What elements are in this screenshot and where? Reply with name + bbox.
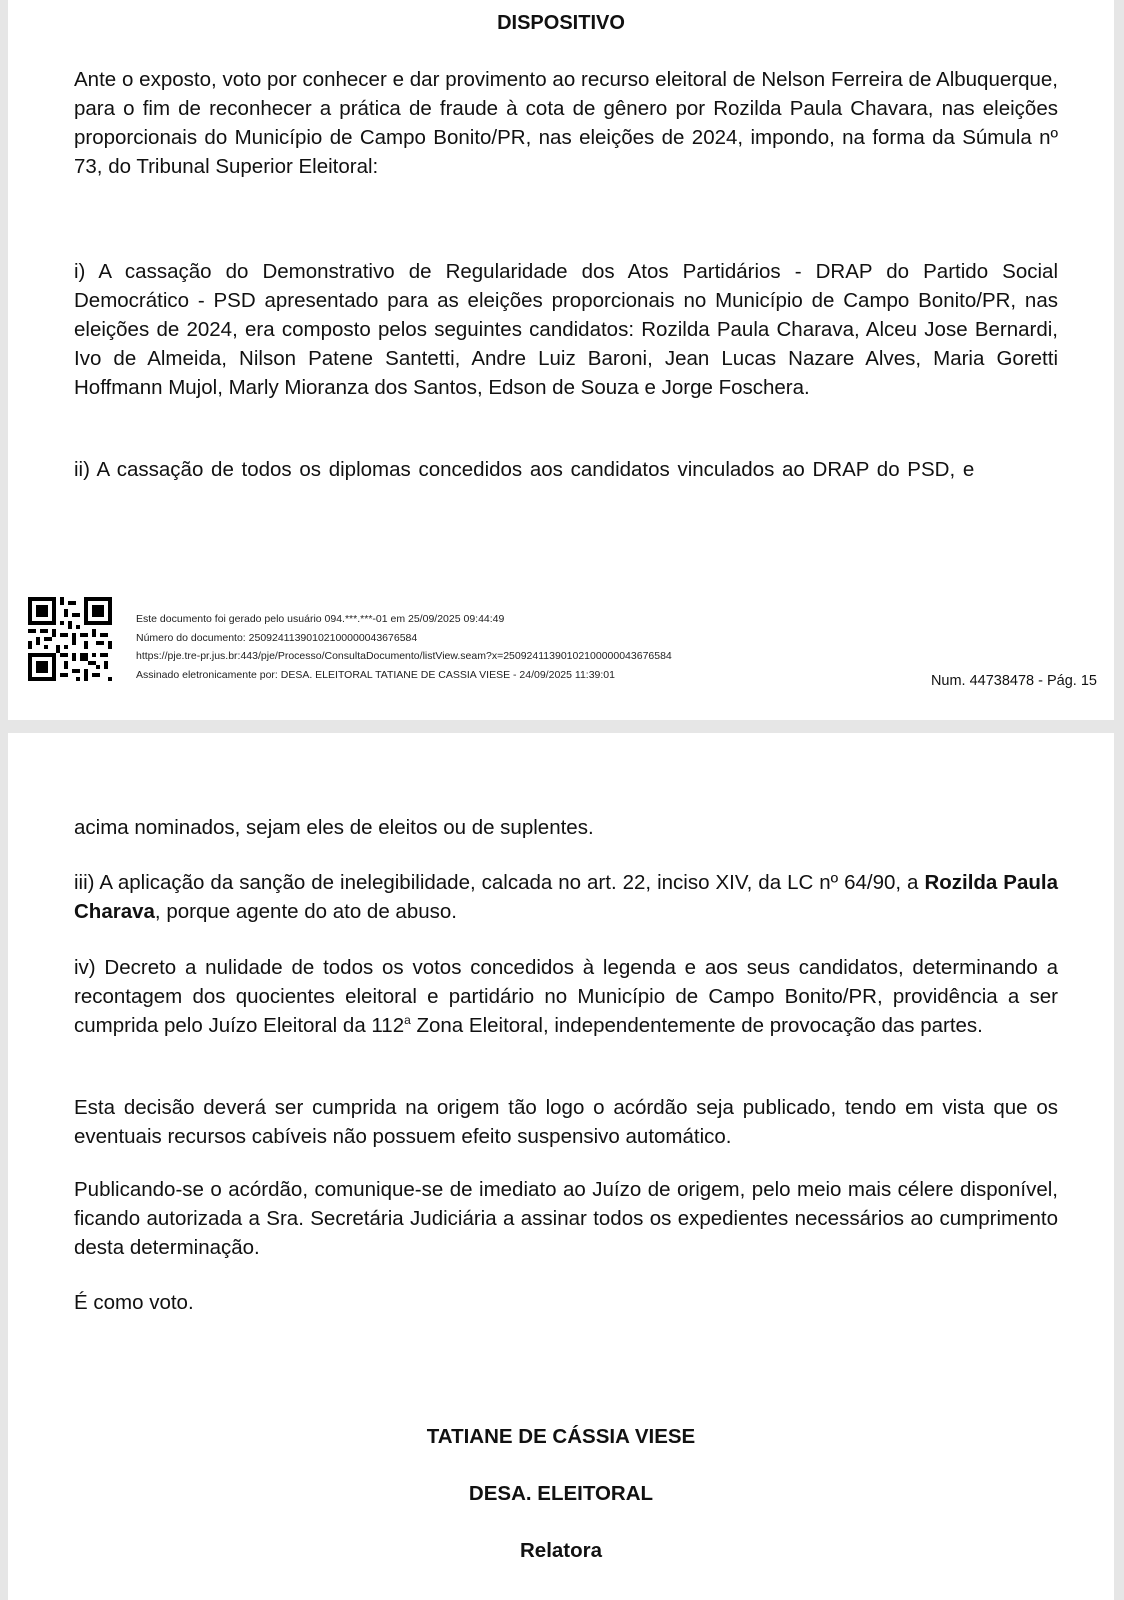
footer-generated-by: Este documento foi gerado pelo usuário 094.***.***-01 em 25/09/2025 09:44:49 xyxy=(136,613,505,625)
section-heading: DISPOSITIVO xyxy=(497,12,625,34)
paragraph-item-i: i) A cassação do Demonstrativo de Regularidade dos Atos Partidários - DRAP do Partido Social Democrático - PSD apresentado para as eleições proporcionais no Município de Campo Bonito/PR, nas eleições de 2024, era composto pelos seguintes candidatos: Rozilda Paula Charava, Alceu Jose Bernardi, Ivo de Almeida, Nilson Patene Santetti, Andre Luiz Baroni, Jean Lucas Nazare Alves, Maria Goretti Hoffmann Mujol, Marly Mioranza dos Santos, Edson de Souza e Jorge Foschera. xyxy=(74,260,1058,399)
footer-document-number: Número do documento: 25092411390102100000043676584 xyxy=(136,631,418,644)
paragraph-vote: É como voto. xyxy=(74,1291,194,1314)
footer-document-link[interactable]: https://pje.tre-pr.jus.br:443/pje/Processo/ConsultaDocumento/listView.seam?x=25092411390102100000043676584 xyxy=(136,650,672,662)
paragraph-continuation: acima nominados, sejam eles de eleitos ou de suplentes. xyxy=(74,816,594,839)
qr-code-icon xyxy=(28,597,112,681)
document-page-15 xyxy=(8,0,1114,720)
item-iii-text-a: iii) A aplicação da sanção de inelegibilidade, calcada no art. 22, inciso XIV, da LC nº 64/90, a xyxy=(74,871,919,894)
item-iv-ordinal: a xyxy=(404,1013,411,1028)
electronic-signature-footer xyxy=(136,610,672,684)
paragraph-decision: Esta decisão deverá ser cumprida na origem tão logo o acórdão seja publicado, tendo em vista que os eventuais recursos cabíveis não possuem efeito suspensivo automático. xyxy=(74,1096,1058,1148)
item-iii-text-b: , porque agente do ato de abuso. xyxy=(154,900,457,923)
document-page-16 xyxy=(8,733,1114,1600)
paragraph-item-iii xyxy=(74,868,1058,926)
paragraph-intro: Ante o exposto, voto por conhecer e dar provimento ao recurso eleitoral de Nelson Ferreira de Albuquerque, para o fim de reconhecer a prática de fraude à cota de gênero por Rozilda Paula Chavara, nas eleições proporcionais do Município de Campo Bonito/PR, nas eleições de 2024, impondo, na forma da Súmula nº 73, do Tribunal Superior Eleitoral: xyxy=(74,68,1058,178)
signature-role: Relatora xyxy=(519,1539,603,1562)
footer-signed-by: Assinado eletronicamente por: DESA. ELEITORAL TATIANE DE CASSIA VIESE - 24/09/2025 11:39:01 xyxy=(136,668,615,681)
signature-name: TATIANE DE CÁSSIA VIESE xyxy=(426,1425,696,1448)
item-iii-name: Rozilda Paula Charava xyxy=(74,871,1058,923)
item-iv-text-a: iv) Decreto a nulidade de todos os votos concedidos à legenda e aos seus candidatos, determinando a recontagem dos quocientes eleitoral e partidário no Município de Campo Bonito/PR, providência a ser cumprida pelo Juízo Eleitoral da 112 xyxy=(74,956,1058,1037)
signature-title: DESA. ELEITORAL xyxy=(468,1482,654,1505)
paragraph-item-ii: ii) A cassação de todos os diplomas concedidos aos candidatos vinculados ao DRAP do PSD, e xyxy=(74,458,975,481)
paragraph-publication: Publicando-se o acórdão, comunique-se de imediato ao Juízo de origem, pelo meio mais célere disponível, ficando autorizada a Sra. Secretária Judiciária a assinar todos os expedientes necessários ao cumprimento desta determinação. xyxy=(74,1178,1058,1259)
item-iv-text-b: Zona Eleitoral, independentemente de provocação das partes. xyxy=(410,1014,983,1037)
page-number: Num. 44738478 - Pág. 15 xyxy=(930,673,1097,689)
paragraph-item-iv xyxy=(74,953,1058,1040)
